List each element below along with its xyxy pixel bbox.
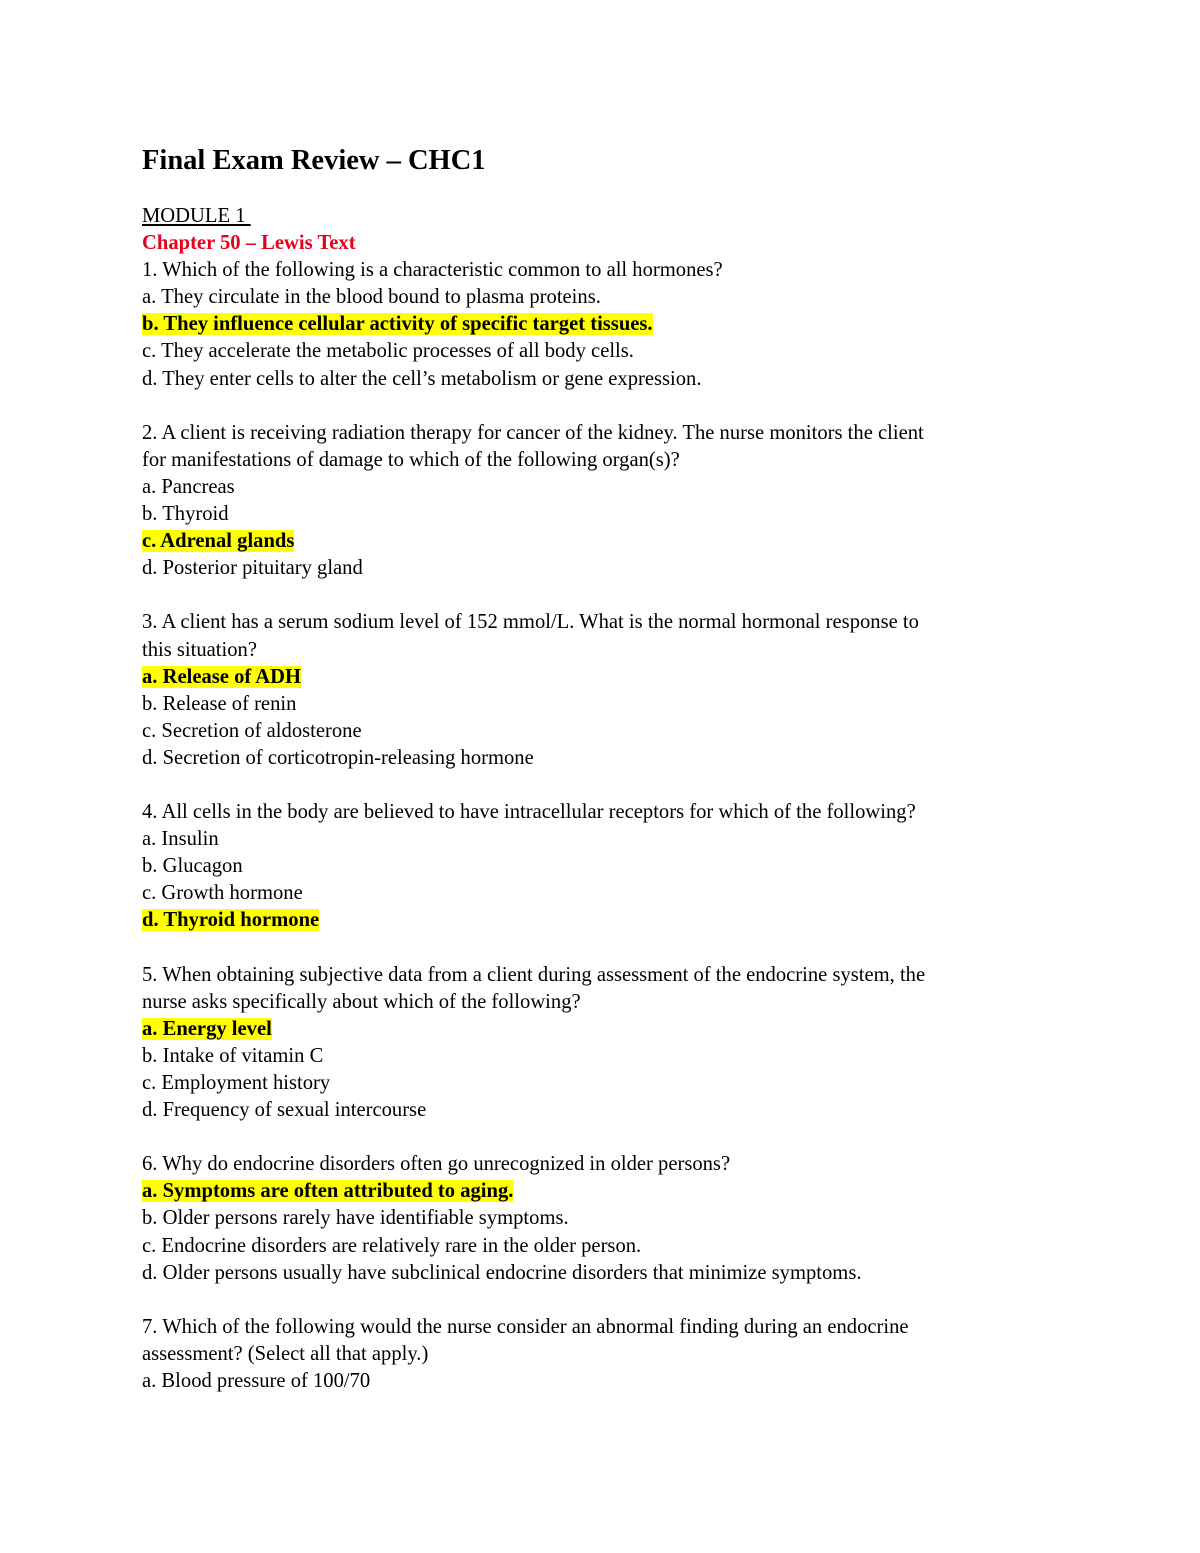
answer-option: a. Insulin bbox=[142, 828, 219, 851]
answer-option-correct bbox=[142, 907, 1062, 934]
spacer bbox=[142, 772, 1062, 799]
chapter-heading: Chapter 50 – Lewis Text bbox=[142, 232, 356, 255]
correct-answer-highlight: a. Symptoms are often attributed to aging. bbox=[142, 1180, 514, 1203]
question-text: 4. All cells in the body are believed to have intracellular receptors for which of the following? bbox=[142, 801, 916, 824]
answer-option: d. Older persons usually have subclinical endocrine disorders that minimize symptoms. bbox=[142, 1261, 862, 1284]
answer-option: b. Glucagon bbox=[142, 855, 243, 878]
question-text: 5. When obtaining subjective data from a client during assessment of the endocrine system, the bbox=[142, 963, 926, 986]
correct-answer-highlight: c. Adrenal glands bbox=[142, 530, 295, 553]
question-5 bbox=[142, 962, 1062, 1125]
spacer bbox=[142, 582, 1062, 609]
answer-option-correct bbox=[142, 664, 1062, 691]
question-text: this situation? bbox=[142, 638, 257, 661]
question-3 bbox=[142, 609, 1062, 772]
answer-option: a. Blood pressure of 100/70 bbox=[142, 1370, 371, 1393]
question-4 bbox=[142, 799, 1062, 934]
question-2 bbox=[142, 420, 1062, 583]
correct-answer-highlight: d. Thyroid hormone bbox=[142, 909, 320, 932]
answer-option: b. Thyroid bbox=[142, 503, 229, 526]
answer-option: a. They circulate in the blood bound to plasma proteins. bbox=[142, 286, 601, 309]
question-text: 6. Why do endocrine disorders often go unrecognized in older persons? bbox=[142, 1153, 731, 1176]
module-line bbox=[142, 203, 1062, 230]
question-text: nurse asks specifically about which of the following? bbox=[142, 990, 581, 1013]
spacer bbox=[142, 1287, 1062, 1314]
correct-answer-highlight: a. Energy level bbox=[142, 1017, 272, 1040]
answer-option: b. Release of renin bbox=[142, 692, 297, 715]
question-text: 7. Which of the following would the nurse consider an abnormal finding during an endocrine bbox=[142, 1315, 909, 1338]
answer-option-correct bbox=[142, 528, 1062, 555]
question-7 bbox=[142, 1314, 1062, 1395]
spacer bbox=[142, 1124, 1062, 1151]
question-text: for manifestations of damage to which of the following organ(s)? bbox=[142, 448, 680, 471]
question-1 bbox=[142, 257, 1062, 392]
question-text: 3. A client has a serum sodium level of 152 mmol/L. What is the normal hormonal response to bbox=[142, 611, 919, 634]
spacer bbox=[142, 393, 1062, 420]
answer-option-correct bbox=[142, 1016, 1062, 1043]
correct-answer-highlight: b. They influence cellular activity of specific target tissues. bbox=[142, 313, 653, 336]
spacer bbox=[142, 935, 1062, 962]
question-6 bbox=[142, 1151, 1062, 1286]
page-title: Final Exam Review – CHC1 bbox=[142, 145, 486, 176]
answer-option: b. Intake of vitamin C bbox=[142, 1044, 324, 1067]
answer-option: b. Older persons rarely have identifiable symptoms. bbox=[142, 1207, 569, 1230]
question-text: 1. Which of the following is a characteristic common to all hormones? bbox=[142, 259, 723, 282]
answer-option: d. They enter cells to alter the cell’s metabolism or gene expression. bbox=[142, 367, 702, 390]
question-text: 2. A client is receiving radiation therapy for cancer of the kidney. The nurse monitors the client bbox=[142, 421, 924, 444]
answer-option: a. Pancreas bbox=[142, 475, 235, 498]
answer-option-correct bbox=[142, 1178, 1062, 1205]
module-heading: MODULE 1 bbox=[142, 205, 251, 227]
correct-answer-highlight: a. Release of ADH bbox=[142, 665, 301, 688]
answer-option-correct bbox=[142, 311, 1062, 338]
answer-option: c. They accelerate the metabolic processes of all body cells. bbox=[142, 340, 634, 363]
answer-option: d. Frequency of sexual intercourse bbox=[142, 1099, 427, 1122]
document-body bbox=[142, 203, 1062, 1395]
answer-option: d. Posterior pituitary gland bbox=[142, 557, 363, 580]
answer-option: c. Secretion of aldosterone bbox=[142, 719, 362, 742]
answer-option: c. Endocrine disorders are relatively rare in the older person. bbox=[142, 1234, 642, 1257]
question-text: assessment? (Select all that apply.) bbox=[142, 1342, 429, 1365]
answer-option: c. Growth hormone bbox=[142, 882, 303, 905]
answer-option: d. Secretion of corticotropin-releasing hormone bbox=[142, 746, 534, 769]
chapter-line bbox=[142, 230, 1062, 257]
answer-option: c. Employment history bbox=[142, 1072, 331, 1094]
